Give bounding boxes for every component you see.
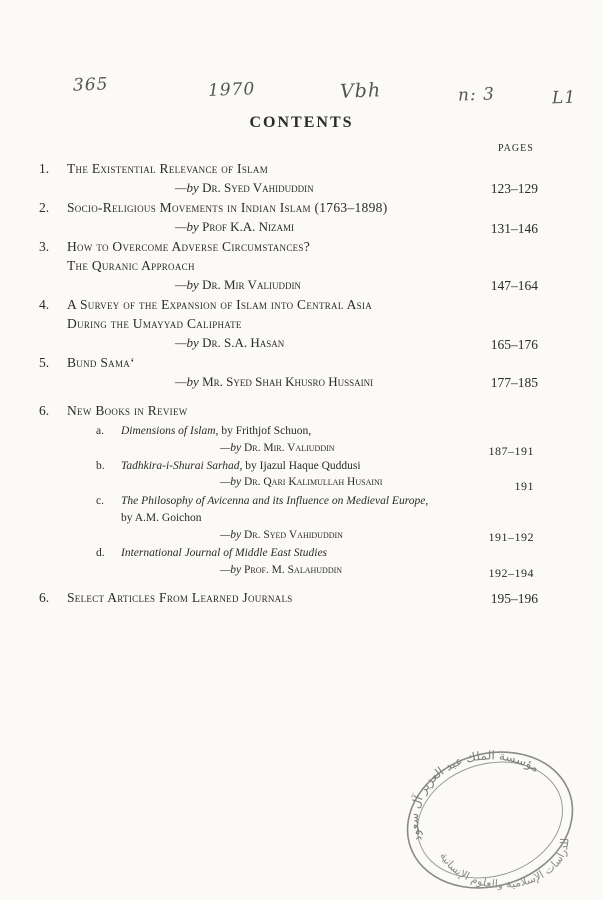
review-book-line <box>121 460 361 472</box>
entry-author: Mr. Syed Shah Khusro Hussaini <box>202 374 374 389</box>
entry-title: Bund Sama‘ <box>67 355 135 370</box>
svg-text:مؤسسة الملك عبد العزيز آل سعود <box>407 748 542 843</box>
entry-author-line <box>175 335 284 351</box>
entry-number: 1. <box>39 161 50 176</box>
entry-author: Prof K.A. Nizami <box>202 219 294 234</box>
entry-number: 6. <box>39 590 50 605</box>
stamp-outer-text: مؤسسة الملك عبد العزيز آل سعود <box>406 748 542 844</box>
by-prefix: —by <box>220 442 242 454</box>
review-book-line <box>121 425 311 437</box>
review-author-line <box>220 529 343 541</box>
handwritten-year: 1970 <box>207 79 256 101</box>
by-prefix: —by <box>175 180 199 195</box>
review-author-line <box>220 476 382 488</box>
entry-pages: 177–185 <box>490 375 538 390</box>
entry-author-line <box>175 374 373 390</box>
entry-author-line <box>175 277 301 293</box>
review-book-author: by Frithjof Schuon, <box>218 425 312 437</box>
review-letter: c. <box>96 495 104 507</box>
handwritten-volume: 365 <box>72 74 109 96</box>
handwritten-issue: n: 3 <box>457 84 496 106</box>
review-letter: b. <box>96 460 105 472</box>
entry-author-line <box>175 219 294 235</box>
review-author: Prof. M. Salahuddin <box>243 564 343 576</box>
review-author: Dr. Mir. Valiuddin <box>243 442 335 454</box>
entry-title: New Books in Review <box>67 403 188 418</box>
entry-pages: 147–164 <box>490 278 538 293</box>
review-author-line <box>220 442 335 454</box>
by-prefix: —by <box>175 277 199 292</box>
handwritten-code: Vbh <box>339 79 382 103</box>
by-prefix: —by <box>220 529 242 541</box>
entry-number: 5. <box>39 355 50 370</box>
entry-author-line <box>175 180 314 196</box>
review-book-title: Tadhkira-i-Shurai Sarhad, <box>121 460 243 472</box>
entry-title: A Survey of the Expansion of Islam into Central Asia <box>67 297 373 312</box>
review-book-line <box>121 495 428 507</box>
review-author: Dr. Qari Kalimullah Husaini <box>243 476 383 488</box>
review-book-title: Dimensions of Islam, <box>121 425 219 437</box>
review-author: Dr. Syed Vahiduddin <box>243 529 343 541</box>
review-letter: a. <box>96 425 104 437</box>
entry-author: Dr. Syed Vahiduddin <box>202 180 314 195</box>
entry-title: Socio-Religious Movements in Indian Islam (1763–1898) <box>67 200 388 215</box>
entry-author: Dr. S.A. Hasan <box>202 335 285 350</box>
review-book-author: by Ijazul Haque Quddusi <box>242 460 361 472</box>
entry-title: Select Articles From Learned Journals <box>67 590 293 605</box>
by-prefix: —by <box>175 335 199 350</box>
entry-title: How to Overcome Adverse Circumstances? <box>67 239 311 254</box>
review-pages: 192–194 <box>488 566 534 580</box>
entry-number: 2. <box>39 200 50 215</box>
review-book-line-2: by A.M. Goichon <box>121 512 202 524</box>
review-letter: d. <box>96 547 105 559</box>
by-prefix: —by <box>220 564 242 576</box>
entry-pages: 195–196 <box>490 591 538 606</box>
page-title: CONTENTS <box>249 114 354 131</box>
entry-title: The Existential Relevance of Islam <box>67 161 269 176</box>
entry-pages: 131–146 <box>490 221 538 236</box>
entry-title-line-2: The Quranic Approach <box>67 258 195 273</box>
entry-number: 4. <box>39 297 50 312</box>
entry-number: 6. <box>39 403 50 418</box>
svg-text:للدراسات الإسلامية والعلوم الإ <box>437 838 571 890</box>
stamp-inner-text: للدراسات الإسلامية والعلوم الإنسانية <box>437 837 572 890</box>
by-prefix: —by <box>220 476 242 488</box>
pages-column-header: PAGES <box>498 143 534 154</box>
review-book-line <box>121 547 327 559</box>
review-pages: 191 <box>514 479 534 493</box>
entry-title-line-2: During the Umayyad Caliphate <box>67 316 242 331</box>
review-pages: 191–192 <box>488 530 534 544</box>
review-book-title: The Philosophy of Avicenna and its Influence on Medieval Europe, <box>121 495 429 507</box>
library-stamp-icon <box>400 745 580 890</box>
entry-author: Dr. Mir Valiuddin <box>202 277 301 292</box>
entry-number: 3. <box>39 239 50 254</box>
by-prefix: —by <box>175 219 199 234</box>
entry-pages: 123–129 <box>490 181 538 196</box>
by-prefix: —by <box>175 374 199 389</box>
entry-pages: 165–176 <box>490 337 538 352</box>
handwritten-mark: L1 <box>551 87 577 109</box>
review-book-title: International Journal of Middle East Studies <box>121 547 328 559</box>
review-pages: 187–191 <box>488 444 534 458</box>
review-author-line <box>220 564 342 576</box>
